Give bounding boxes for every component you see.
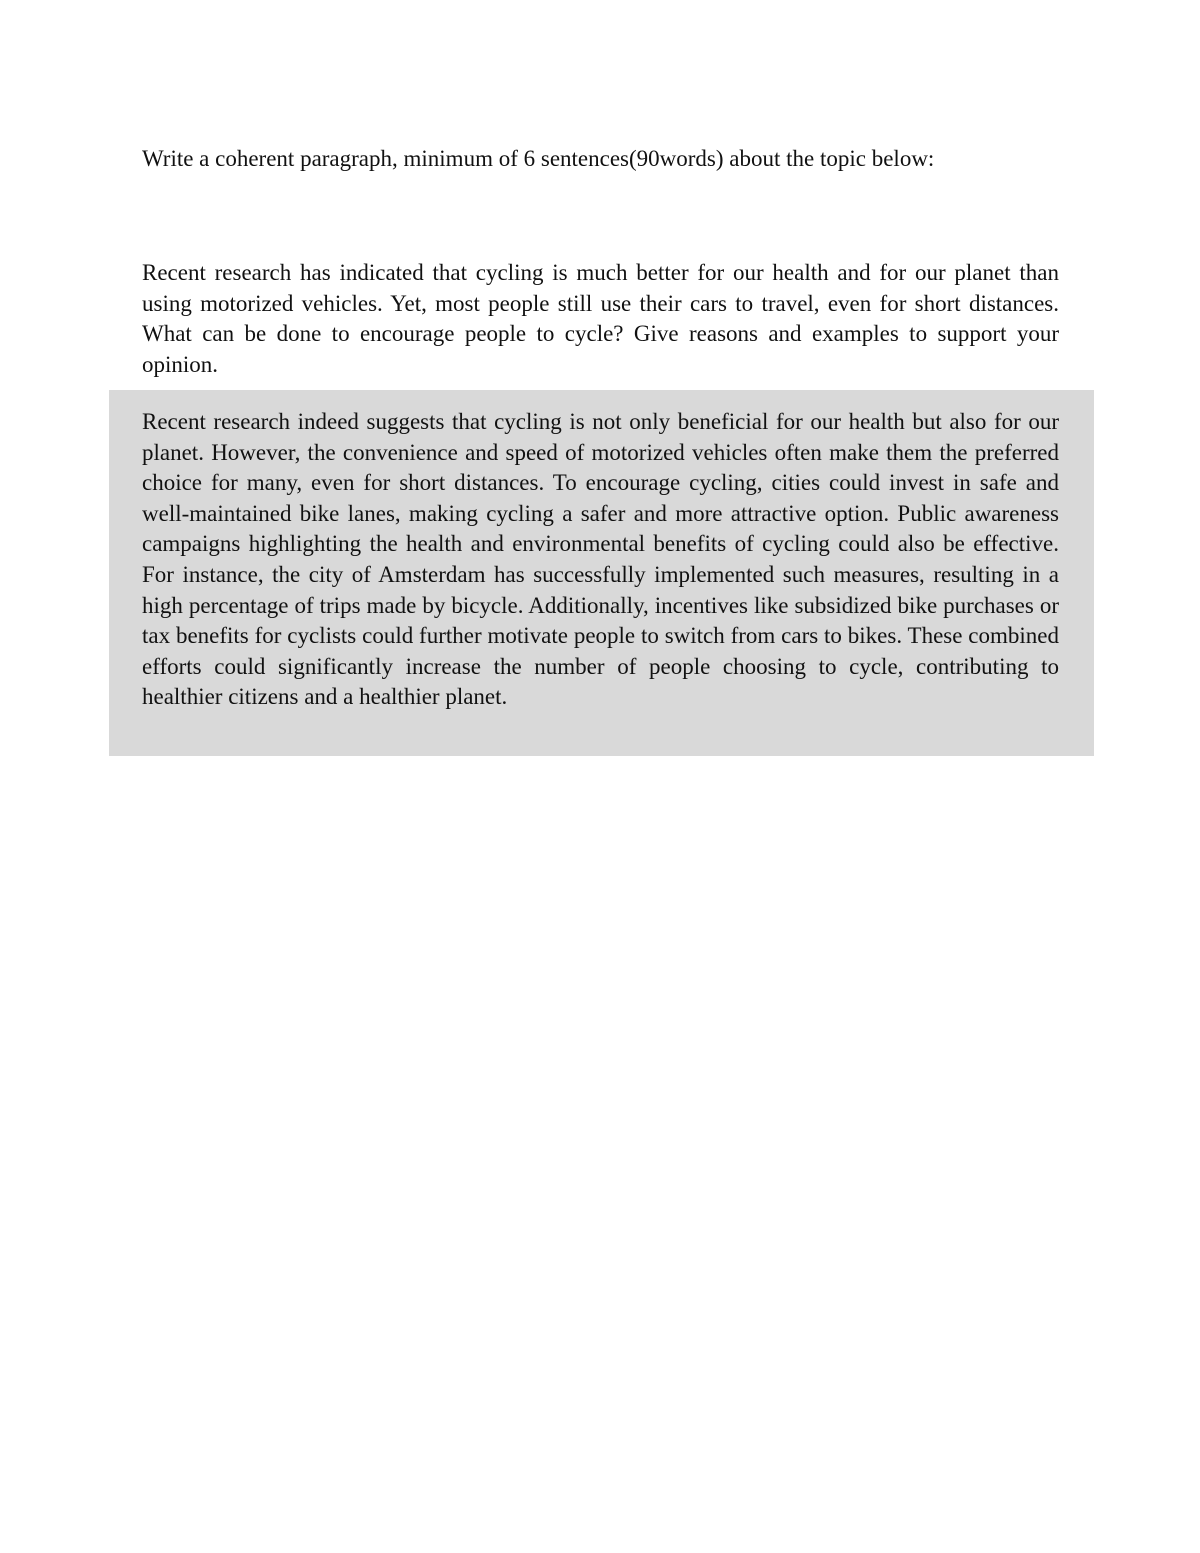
instruction-text: Write a coherent paragraph, minimum of 6 sentences(90words) about the topic below: <box>142 146 935 171</box>
response-box <box>109 390 1094 756</box>
response-paragraph: Recent research indeed suggests that cycling is not only beneficial for our health but also for our planet. However, the convenience and speed of motorized vehicles often make them the preferred choice for many, even for short distances. To encourage cycling, cities could invest in safe and well-maintained bike lanes, making cycling a safer and more attractive option. Public awareness campaigns highlighting the health and environmental benefits of cycling could also be effective. For instance, the city of Amsterdam has successfully implemented such measures, resulting in a high percentage of trips made by bicycle. Additionally, incentives like subsidized bike purchases or tax benefits for cyclists could further motivate people to switch from cars to bikes. These combined efforts could significantly increase the number of people choosing to cycle, contributing to healthier citizens and a healthier planet. <box>142 409 1059 710</box>
essay-prompt: Recent research has indicated that cycling is much better for our health and for our planet than using motorized vehicles. Yet, most people still use their cars to travel, even for short distances. What can be done to encourage people to cycle? Give reasons and examples to support your opinion. <box>142 260 1059 377</box>
